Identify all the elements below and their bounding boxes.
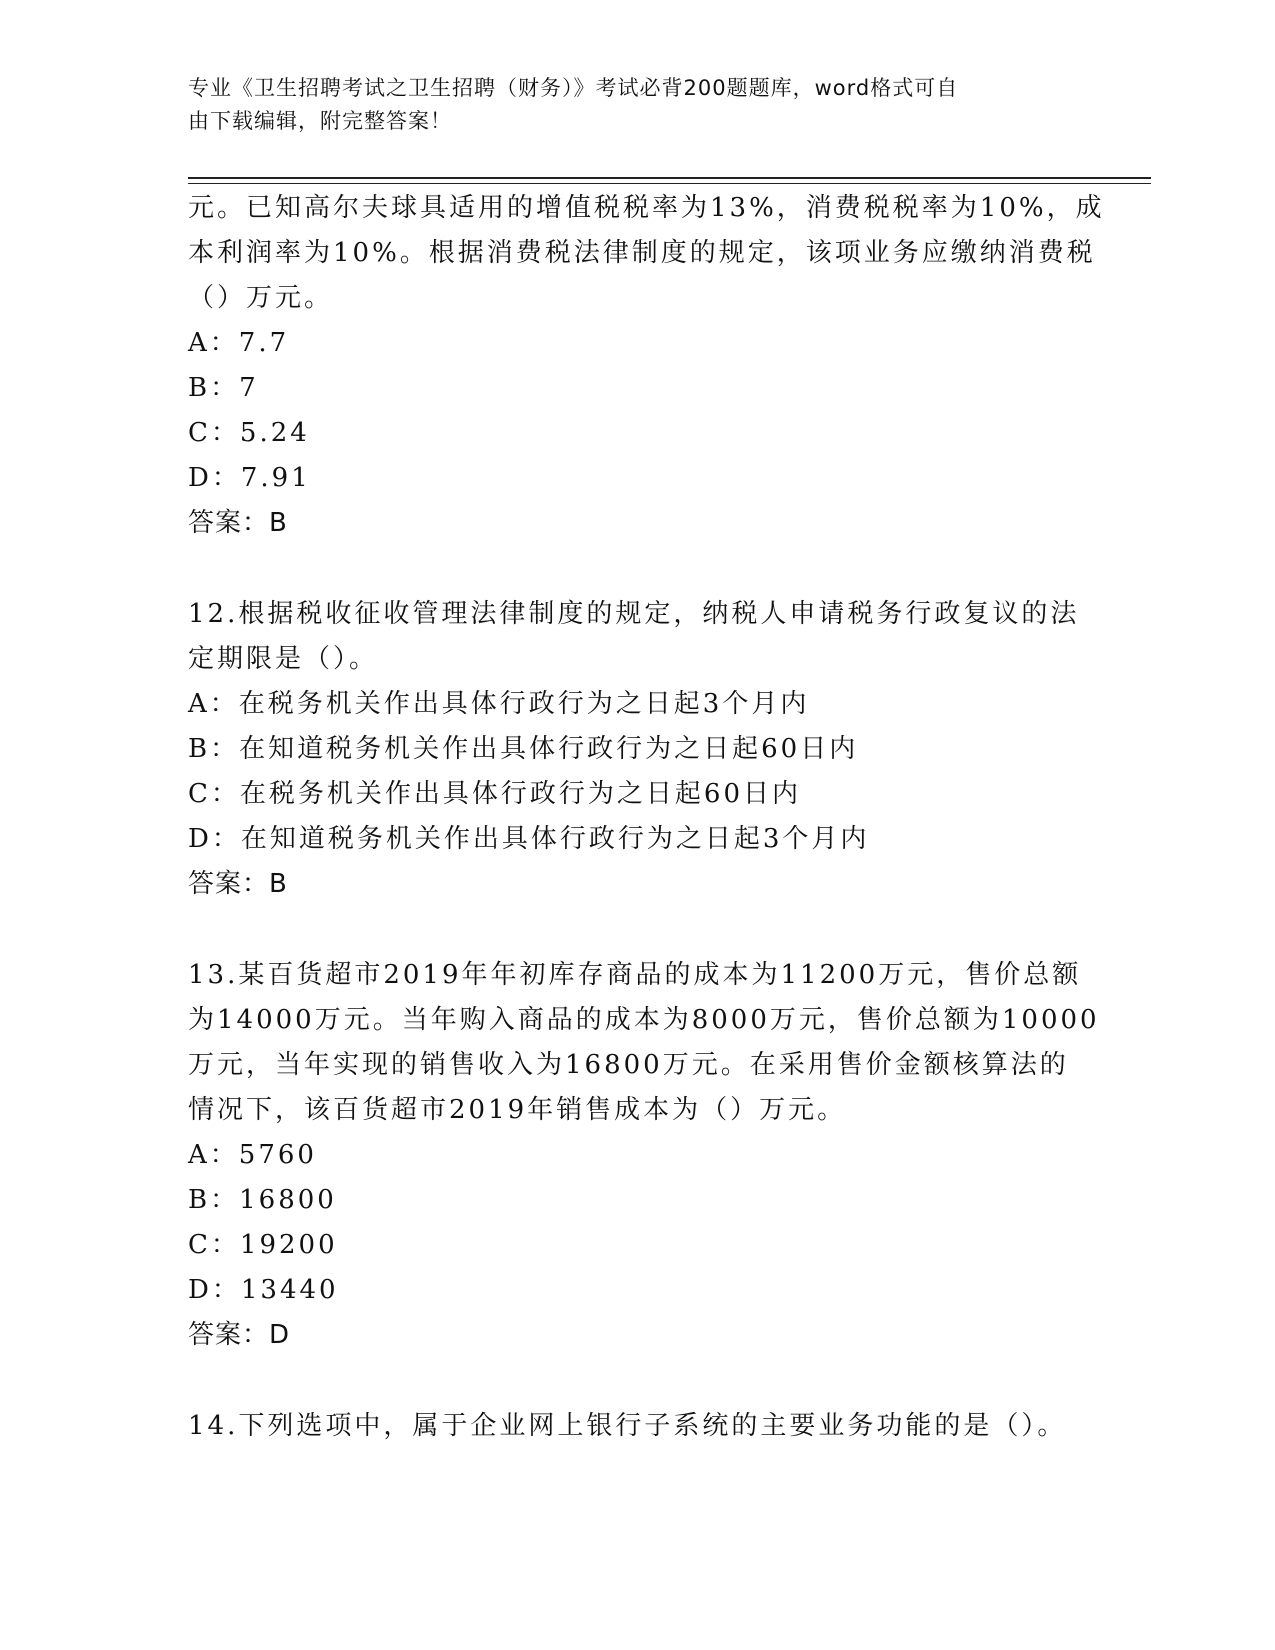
question-stem-line: （）万元。 [188, 283, 334, 313]
question-list [188, 186, 1105, 1449]
question-stem-line: 定期限是（）。 [188, 644, 379, 674]
option-c [188, 772, 1088, 817]
question-stem-line: 万元，当年实现的销售收入为16800万元。在采用售价金额核算法的 [188, 1050, 1069, 1080]
option-b [188, 366, 1088, 411]
option-text: 19200 [239, 1230, 338, 1260]
answer-line: 答案：B [188, 869, 288, 899]
header-divider-thin [188, 183, 1151, 184]
option-text: 7.91 [240, 463, 311, 493]
option-key: C： [188, 418, 240, 448]
option-key: B： [188, 734, 240, 764]
header-divider-thick [188, 177, 1151, 179]
answer-line: 答案：D [188, 1320, 291, 1350]
question-stem-line: 为14000万元。当年购入商品的成本为8000万元，售价总额为10000 [188, 1005, 1100, 1035]
option-a [188, 682, 1088, 727]
option-text: 在税务机关作出具体行政行为之日起60日内 [239, 779, 801, 809]
document-header [188, 72, 1068, 138]
option-a [188, 1133, 1088, 1178]
option-key: A： [188, 328, 239, 358]
option-text: 7 [239, 373, 259, 403]
option-text: 16800 [239, 1185, 337, 1215]
option-text: 在税务机关作出具体行政行为之日起3个月内 [238, 689, 810, 719]
option-key: C： [188, 779, 240, 809]
option-key: D： [188, 1275, 241, 1305]
option-key: A： [188, 689, 239, 719]
option-text: 在知道税务机关作出具体行政行为之日起60日内 [239, 734, 859, 764]
option-text: 5.24 [239, 418, 310, 448]
spacer [188, 546, 1088, 592]
option-c [188, 1223, 1088, 1268]
question-stem-line: 13.某百货超市2019年年初库存商品的成本为11200万元，售价总额 [188, 960, 1082, 990]
question-13 [188, 953, 1100, 1358]
question-stem-line: 元。已知高尔夫球具适用的增值税税率为13%，消费税税率为10%，成 [188, 193, 1105, 223]
option-key: A： [188, 1140, 239, 1170]
option-text: 13440 [240, 1275, 339, 1305]
question-stem-line: 14.下列选项中，属于企业网上银行子系统的主要业务功能的是（）。 [188, 1411, 1067, 1441]
option-text: 在知道税务机关作出具体行政行为之日起3个月内 [240, 824, 870, 854]
question-14 [188, 1404, 1088, 1449]
option-text: 5760 [238, 1140, 317, 1170]
option-a [188, 321, 1088, 366]
spacer [188, 907, 1088, 953]
question-stem-line: 本利润率为10%。根据消费税法律制度的规定，该项业务应缴纳消费税 [188, 238, 1096, 268]
header-line-1: 专业《卫生招聘考试之卫生招聘（财务）》考试必背200题题库，word格式可自 [188, 76, 959, 100]
option-text: 7.7 [238, 328, 290, 358]
option-d [188, 456, 1088, 501]
option-d [188, 817, 1088, 862]
option-b [188, 727, 1088, 772]
header-line-2: 由下载编辑，附完整答案！ [188, 109, 452, 133]
option-key: D： [188, 463, 241, 493]
option-key: B： [188, 1185, 240, 1215]
option-c [188, 411, 1088, 456]
question-11 [188, 186, 1105, 546]
option-key: C： [188, 1230, 240, 1260]
spacer [188, 1358, 1088, 1404]
option-key: B： [188, 373, 240, 403]
option-b [188, 1178, 1088, 1223]
option-key: D： [188, 824, 241, 854]
question-stem-line: 12.根据税收征收管理法律制度的规定，纳税人申请税务行政复议的法 [188, 599, 1080, 629]
option-d [188, 1268, 1088, 1313]
question-12 [188, 592, 1088, 907]
question-stem-line: 情况下，该百货超市2019年销售成本为（）万元。 [188, 1095, 847, 1125]
answer-line: 答案：B [188, 508, 288, 538]
